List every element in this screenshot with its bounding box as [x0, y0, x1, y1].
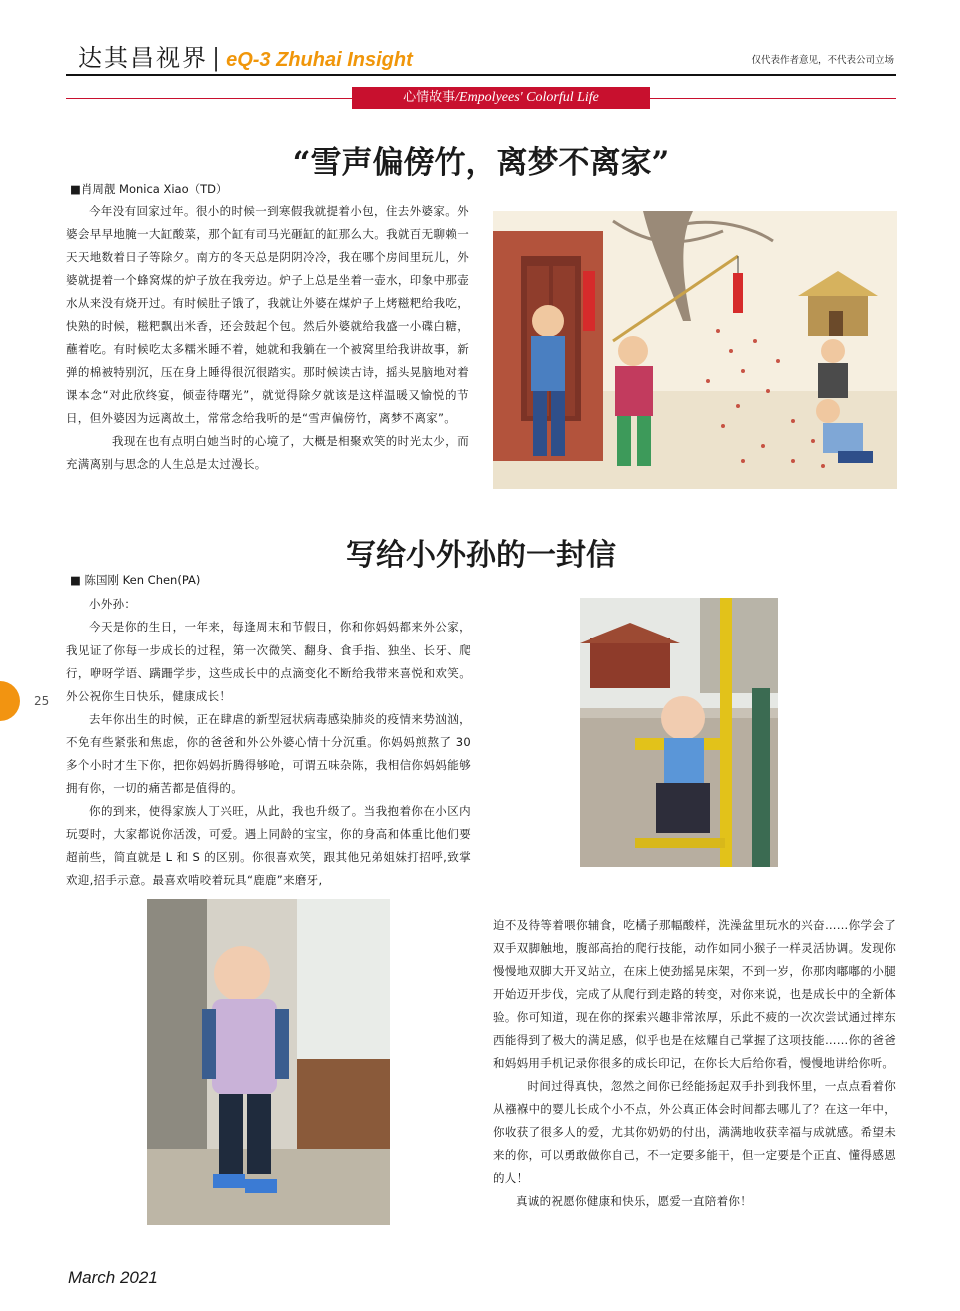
article1-title: “雪声偏傍竹，离梦不离家” [292, 145, 670, 181]
salutation: 小外孙： [89, 597, 137, 611]
article2-paragraph: 你的到来，使得家族人丁兴旺，从此，我也升级了。当我抱着你在小区内玩耍时，大家都说你活泼，可爱。遇上同龄的宝宝，你的身高和体重比他们要超前些，简直就是 L 和 S 的区别。你很喜欢笑，跟其他兄弟姐妹打招呼,致掌欢迎,招手示意。最喜欢啃咬着玩具“鹿鹿”来磨牙, [66, 804, 471, 887]
article1-body [66, 200, 469, 476]
article2-author: ■ 陈国刚 Ken Chen(PA) [70, 573, 201, 587]
toddler-standing-photo [147, 899, 390, 1225]
masthead-separator: | [212, 44, 223, 72]
illustration-drawing [493, 211, 897, 489]
article2-paragraph: 迫不及待等着喂你辅食，吃橘子那幅酸样，洗澡盆里玩水的兴奋……你学会了双手双脚触地，腹部高抬的爬行技能，动作如同小猴子一样灵活协调。发现你慢慢地双脚大开叉站立，在床上使劲摇晃床架，不到一岁，你那肉嘟嘟的小腿开始迈开步伐，完成了从爬行到走路的转变，对你来说，也是成长中的全新体验。你可知道，现在你的探索兴趣非常浓厚，乐此不疲的一次次尝试通过摔东西能得到了极大的满足感，似乎也是在炫耀自己掌握了这项技能……你的爸爸和妈妈用手机记录你很多的成长印记，在你长大后给你看，慢慢地讲给你听。 [493, 918, 896, 1070]
swing-photo-drawing [580, 598, 778, 867]
toddler-photo-drawing [147, 899, 390, 1225]
page-number: 25 [34, 694, 50, 708]
article2-body-left [66, 593, 471, 892]
article1-author: ■肖周靓 Monica Xiao（TD） [70, 182, 228, 196]
section-tag-en: /Empolyees' Colorful Life [455, 90, 599, 105]
article2-paragraph: 真诚的祝愿你健康和快乐，愿爱一直陪着你！ [516, 1194, 752, 1208]
article1-paragraph: 今年没有回家过年。很小的时候一到寒假我就提着小包，住去外婆家。外婆会早早地腌一大缸酸菜，那个缸有司马光砸缸的缸那么大。我就百无聊赖一天天地数着日子等除夕。南方的冬天总是阴阴冷冷，我在哪个房间里玩儿，外婆就提着一个蜂窝煤的炉子放在我旁边。炉子上总是坐着一壶水，印象中那壶水从来没有烧开过。有时候肚子饿了，我就让外婆在煤炉子上烤糍粑给我吃，快熟的时候，糍粑飘出米香，还会鼓起个包。然后外婆就给我盛一小碟白糖，蘸着吃。有时候吃太多糯米睡不着，她就和我躺在一个被窝里给我讲故事，新弹的棉被特别沉，压在身上睡得很沉很踏实。那时候读古诗，摇头晃脑地对着课本念“对此欣终宴，倾壶待曙光”，就觉得除夕就该是这样温暖又愉悦的节日，但外婆因为远离故土，常常念给我听的是“雪声偏傍竹，离梦不离家”。 [66, 204, 469, 425]
masthead-title-cn: 达其昌视界 [78, 44, 208, 72]
issue-date: March 2021 [68, 1268, 158, 1287]
child-on-swing-photo [580, 598, 778, 867]
section-tag [352, 87, 650, 109]
disclaimer: 仅代表作者意见，不代表公司立场 [751, 55, 894, 66]
masthead [78, 38, 413, 73]
article2-title: 写给小外孙的一封信 [346, 538, 616, 573]
header-rule [66, 74, 896, 76]
article2-paragraph: 今天是你的生日，一年来，每逢周末和节假日，你和你妈妈都来外公家，我见证了你每一步成长的过程，第一次微笑、翻身、食手指、独坐、长牙、爬行，咿呀学语、蹒跚学步，这些成长中的点滴变化不断给我带来喜悦和欢笑。外公祝你生日快乐，健康成长！ [66, 620, 471, 703]
new-year-illustration [493, 211, 897, 489]
article2-body-right [493, 914, 896, 1213]
article2-paragraph: 时间过得真快，忽然之间你已经能扬起双手扑到我怀里，一点点看着你从襁褓中的婴儿长成个小不点，外公真正体会时间都去哪儿了？在这一年中，你收获了很多人的爱，尤其你奶奶的付出，满满地收获幸福与成就感。希望未来的你，可以勇敢做你自己，不一定要多能干，但一定要是个正直、懂得感恩的人！ [493, 1079, 896, 1185]
section-tag-cn: 心情故事 [403, 90, 456, 105]
article1-paragraph: 我现在也有点明白她当时的心境了，大概是相聚欢笑的时光太少，而充满离别与思念的人生总是太过漫长。 [66, 434, 469, 471]
page-tab [0, 681, 20, 721]
masthead-title-en: eQ-3 Zhuhai Insight [226, 49, 413, 71]
article2-paragraph: 去年你出生的时候，正在肆虐的新型冠状病毒感染肺炎的疫情来势汹汹，不免有些紧张和焦虑，你的爸爸和外公外婆心情十分沉重。你妈妈煎熬了 30 多个小时才生下你，把你妈妈折腾得够呛，可谓五味杂陈，我相信你妈妈能够拥有你，一切的痛苦都是值得的。 [66, 712, 471, 795]
